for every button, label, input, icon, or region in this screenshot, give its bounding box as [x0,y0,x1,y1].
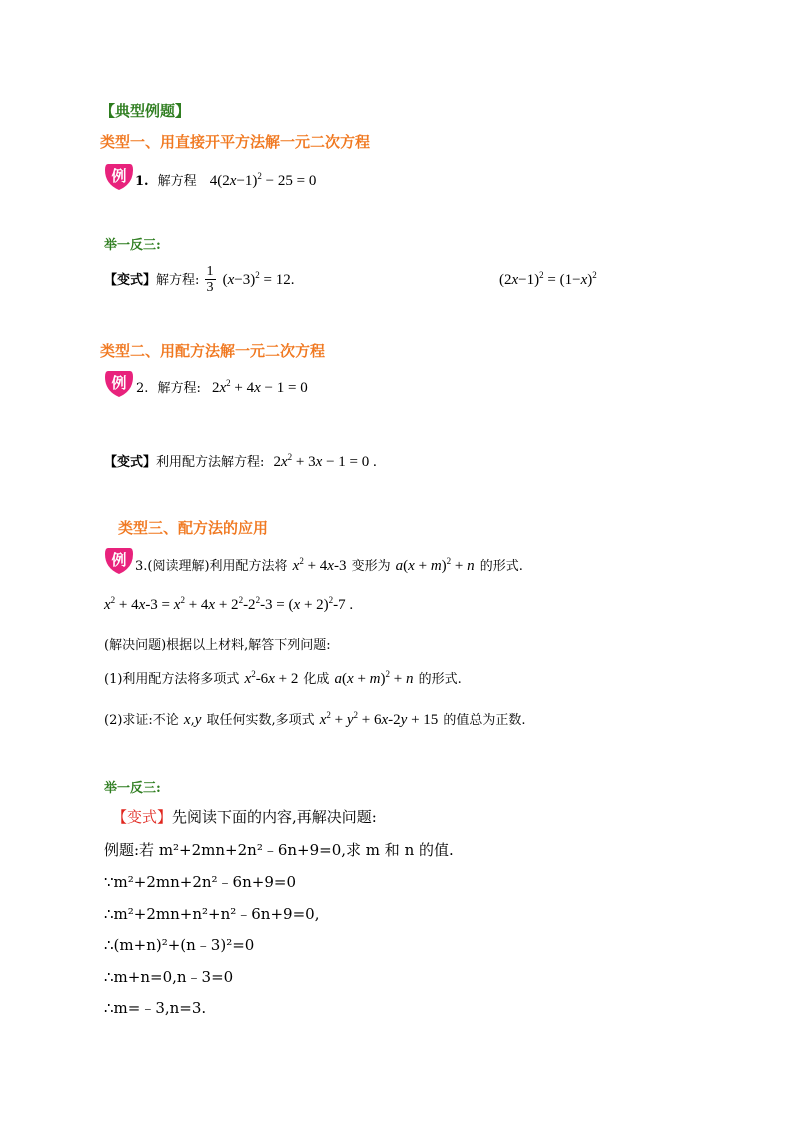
variant3-line-5: ∴m+n=0,n﹣3=0 [104,968,234,986]
example-badge-icon [104,546,134,576]
question1: (1)利用配方法将多项式 $x^2-6x + 2$ 化成 $a(x + m)^2 + n$ 的形式. [104,669,462,687]
variant1-equation2: $(2x-1)^2 = (1-x)^2$ [499,270,597,288]
question2: (2)求证:不论 x,y 取任何实数,多项式 $x^2 + y^2 + 6x-2y + 15$ 的值总为正数. [104,710,526,728]
example3: 3.(阅读理解)利用配方法将 $x^2 + 4x-3$ 变形为 $a(x + m)^2 + n$ 的形式. [135,556,523,574]
badge-text: 例 [111,167,127,185]
example2: 2. 解方程: $2x^2 + 4x - 1 = 0$ [136,378,308,396]
example1-equation: $4(2x-1)^2 - 25 = 0$ [209,171,317,189]
example1: 1. 解方程 $4(2x-1)^2 - 25 = 0$ [135,171,317,189]
variant3-line-1: 例题:若 m²+2mn+2n²﹣6n+9=0,求 m 和 n 的值. [104,841,454,859]
fraction-one-third: $\frac{1}{3}$ [206,264,214,295]
example-badge-icon [104,369,134,399]
variant2: 【变式】利用配方法解方程: $2x^2 + 3x - 1 = 0$ . [104,452,377,470]
type3-title: 类型三、配方法的应用 [118,519,269,537]
type2-title: 类型二、用配方法解一元二次方程 [100,342,326,360]
example3-derivation: $x^2 + 4x-3 = x^2 + 4x + 2^2-2^2-3 = (x + 2)^2-7$ . [104,595,354,613]
svg-text:例: 例 [111,551,127,569]
variant3-line-6: ∴m=﹣3,n=3. [104,999,207,1017]
variant3-line-3: ∴m²+2mn+n²+n²﹣6n+9=0, [104,905,320,923]
section-heading: 【典型例题】 [100,102,191,120]
solve-problem-text: (解决问题)根据以上材料,解答下列问题: [104,638,331,653]
extend-label-1: 举一反三: [104,238,161,253]
variant1: 【变式】解方程: $\frac{1}{3}$ $(x-3)^2 = 12$. [104,264,295,295]
type1-title: 类型一、用直接开平方法解一元二次方程 [100,133,371,151]
variant3-header: 【变式】先阅读下面的内容,再解决问题: [112,808,377,826]
variant3-line-4: ∴(m+n)²+(n﹣3)²=0 [104,936,255,954]
svg-text:例: 例 [111,374,127,392]
variant3-line-2: ∵m²+2mn+2n²﹣6n+9=0 [104,873,296,891]
example-badge-icon [104,162,134,192]
extend-label-3: 举一反三: [104,781,161,796]
